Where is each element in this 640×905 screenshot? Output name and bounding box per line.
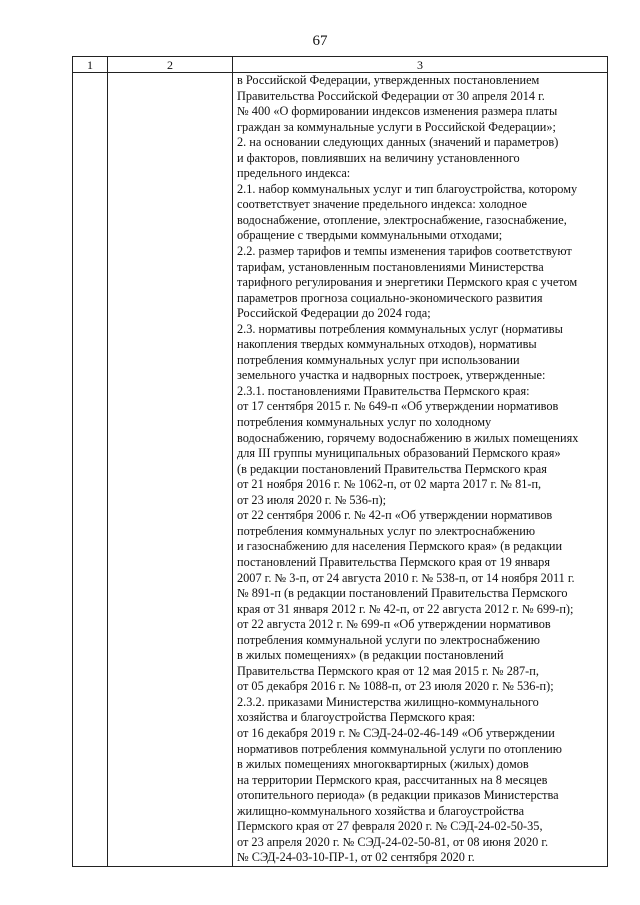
text-line: № 400 «О формировании индексов изменения размера платы: [237, 104, 558, 119]
text-line: постановлений Правительства Пермского края от 19 января: [237, 554, 550, 569]
text-line: Российской Федерации до 2024 года;: [237, 306, 431, 321]
text-line: земельного участка и надворных построек, утвержденные:: [237, 368, 546, 383]
text-line: в жилых помещениях» (в редакции постановлений: [237, 648, 504, 663]
cell-column-2: [108, 73, 233, 867]
text-line: обращение с твердыми коммунальными отходами;: [237, 228, 503, 243]
text-line: Правительства Пермского края от 12 мая 2015 г. № 287-п,: [237, 663, 539, 678]
text-line: от 05 декабря 2016 г. № 1088-п, от 23 июля 2020 г. № 536-п);: [237, 679, 554, 694]
text-line: Правительства Российской Федерации от 30 апреля 2014 г.: [237, 88, 545, 103]
text-line: потребления коммунальных услуг при использовании: [237, 352, 520, 367]
text-line: жилищно-коммунального хозяйства и благоустройства: [237, 803, 525, 818]
column-header-1: 1: [73, 57, 108, 73]
text-line: от 21 ноября 2016 г. № 1062-п, от 02 марта 2017 г. № 81-п,: [237, 477, 542, 492]
text-line: от 16 декабря 2019 г. № СЭД-24-02-46-149 «Об утверждении: [237, 725, 555, 740]
text-line: 2. на основании следующих данных (значений и параметров): [237, 135, 559, 150]
text-line: № 891-п (в редакции постановлений Правительства Пермского: [237, 586, 568, 601]
table-header-row: [73, 57, 608, 73]
cell-column-1: [73, 73, 108, 867]
text-line: 2.3. нормативы потребления коммунальных услуг (нормативы: [237, 321, 563, 336]
column-3-text: [233, 73, 607, 866]
text-line: граждан за коммунальные услуги в Российской Федерации»;: [237, 119, 556, 134]
text-line: на территории Пермского края, рассчитанных на 8 месяцев: [237, 772, 548, 787]
text-line: предельного индекса:: [237, 166, 351, 181]
text-line: Пермского края от 27 февраля 2020 г. № СЭД-24-02-50-35,: [237, 819, 543, 834]
text-line: накопления твердых коммунальных отходов), нормативы: [237, 337, 537, 352]
text-line: 2.2. размер тарифов и темпы изменения тарифов соответствуют: [237, 244, 572, 259]
text-line: потребления коммунальной услуги по электроснабжению: [237, 632, 540, 647]
text-line: потребления коммунальных услуг по холодному: [237, 415, 492, 430]
text-line: 2.1. набор коммунальных услуг и тип благоустройства, которому: [237, 181, 578, 196]
text-line: водоснабжение, отопление, электроснабжение, газоснабжение,: [237, 212, 567, 227]
text-line: соответствует значение предельного индекса: холодное: [237, 197, 527, 212]
table-row: [73, 73, 608, 867]
text-line: потребления коммунальных услуг по электроснабжению: [237, 523, 536, 538]
document-table: [72, 56, 608, 867]
text-line: для III группы муниципальных образований Пермского края»: [237, 446, 561, 461]
text-line: тарифам, установленным постановлениями Министерства: [237, 259, 544, 274]
text-line: хозяйства и благоустройства Пермского края:: [237, 710, 476, 725]
text-line: водоснабжению, горячему водоснабжению в жилых помещениях: [237, 430, 579, 445]
text-line: от 22 сентября 2006 г. № 42-п «Об утверждении нормативов: [237, 508, 553, 523]
text-line: в Российской Федерации, утвержденных постановлением: [237, 73, 540, 87]
column-header-3: 3: [233, 57, 608, 73]
text-line: и факторов, повлиявших на величину установленного: [237, 150, 520, 165]
text-line: от 17 сентября 2015 г. № 649-п «Об утверждении нормативов: [237, 399, 559, 414]
text-line: 2.3.1. постановлениями Правительства Пермского края:: [237, 383, 530, 398]
text-line: (в редакции постановлений Правительства Пермского края: [237, 461, 547, 476]
text-line: края от 31 января 2012 г. № 42-п, от 22 августа 2012 г. № 699-п);: [237, 601, 574, 616]
cell-column-3: [233, 73, 608, 867]
text-line: от 23 апреля 2020 г. № СЭД-24-02-50-81, от 08 июня 2020 г.: [237, 834, 549, 849]
text-line: тарифного регулирования и энергетики Пермского края с учетом: [237, 275, 578, 290]
text-line: от 22 августа 2012 г. № 699-п «Об утверждении нормативов: [237, 617, 551, 632]
text-line: 2007 г. № 3-п, от 24 августа 2010 г. № 538-п, от 14 ноября 2011 г.: [237, 570, 575, 585]
text-line: отопительного периода» (в редакции приказов Министерства: [237, 788, 559, 803]
text-line: параметров прогноза социально-экономического развития: [237, 290, 543, 305]
column-header-2: 2: [108, 57, 233, 73]
text-line: нормативов потребления коммунальной услуги по отоплению: [237, 741, 562, 756]
text-line: и газоснабжению для населения Пермского края» (в редакции: [237, 539, 563, 554]
text-line: в жилых помещениях многоквартирных (жилых) домов: [237, 757, 529, 772]
text-line: от 23 июля 2020 г. № 536-п);: [237, 492, 387, 507]
page-number: 67: [312, 33, 328, 49]
text-line: 2.3.2. приказами Министерства жилищно-коммунального: [237, 694, 539, 709]
text-line: № СЭД-24-03-10-ПР-1, от 02 сентября 2020 г.: [237, 850, 475, 865]
